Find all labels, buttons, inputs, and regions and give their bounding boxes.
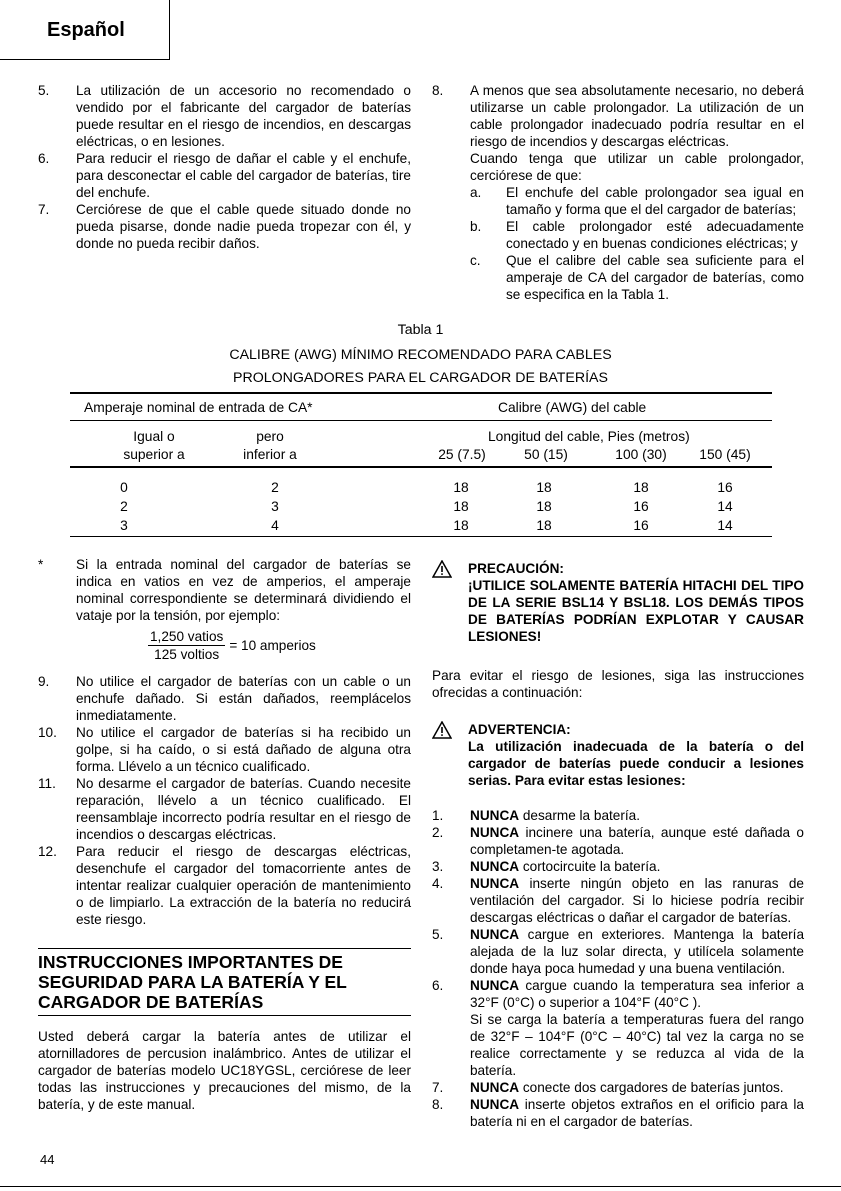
table-rule-header bbox=[70, 420, 772, 421]
table-length-col: 50 (15) bbox=[524, 447, 568, 462]
caution-block bbox=[432, 560, 804, 645]
warning-block bbox=[432, 721, 804, 789]
table-cell: 18 bbox=[536, 499, 552, 514]
table-length-col: 100 (30) bbox=[615, 447, 667, 462]
table-cell: 3 bbox=[271, 499, 279, 514]
table-cell: 18 bbox=[453, 518, 469, 533]
intro-text: Para evitar el riesgo de lesiones, siga las instrucciones ofrecidas a continuación: bbox=[432, 668, 804, 700]
table-cell: 0 bbox=[120, 480, 128, 495]
list-item: 6. NUNCA cargue cuando la temperatura sea inferior a 32°F (0°C) o superior a 104°F (40°C ). bbox=[432, 978, 804, 1010]
list-item: 10. No utilice el cargador de baterías si ha recibido un golpe, si ha caído, o si está dañado de alguna otra forma. Llévelo a un técnico cualificado. bbox=[38, 725, 411, 774]
table-title-line-2: PROLONGADORES PARA EL CARGADOR DE BATERÍAS bbox=[232, 370, 608, 386]
table-cell: 14 bbox=[717, 499, 733, 514]
table-cell: 2 bbox=[271, 480, 279, 495]
list-item: 3. NUNCA cortocircuite la batería. bbox=[432, 859, 661, 874]
table-subheader: inferior a bbox=[243, 447, 297, 462]
list-item: 7. NUNCA conecte dos cargadores de baterías juntos. bbox=[432, 1080, 784, 1095]
list-item: 5. La utilización de un accesorio no recomendado o vendido por el fabricante del cargador de baterías puede resultar en el riesgo de incendios, en descargas eléctricas, o en lesiones. bbox=[38, 83, 411, 149]
caution-text: ¡UTILICE SOLAMENTE BATERÍA HITACHI DEL TIPO DE LA SERIE BSL14 Y BSL18. LOS DEMÁS TIPOS DE BATERÍAS PODRÍAN EXPLOTAR Y CAUSAR LESIONES! bbox=[468, 578, 804, 644]
table-title-line-1: CALIBRE (AWG) MÍNIMO RECOMENDADO PARA CABLES bbox=[229, 347, 612, 363]
formula-denominator: 125 voltios bbox=[154, 647, 220, 662]
table-cell: 18 bbox=[453, 480, 469, 495]
table-length-col: 150 (45) bbox=[699, 447, 751, 462]
right-column-bottom bbox=[432, 560, 804, 1130]
table-cell: 16 bbox=[717, 480, 733, 495]
formula-result: = 10 amperios bbox=[229, 638, 316, 653]
table-cell: 16 bbox=[633, 518, 649, 533]
sub-item: c. Que el calibre del cable sea suficiente para el amperaje de CA del cargador de baterías, como se especifica en la Tabla 1. bbox=[470, 253, 804, 302]
formula-numerator: 1,250 vatios bbox=[150, 629, 224, 644]
language-tab bbox=[0, 0, 170, 60]
bottom-rule bbox=[0, 1186, 841, 1187]
table-subheader: superior a bbox=[123, 447, 185, 462]
list-item: 9. No utilice el cargador de baterías con un cable o un enchufe dañado. Si están dañados, reemplácelos inmediatamente. bbox=[38, 674, 411, 723]
list-item: 5. NUNCA cargue en exteriores. Mantenga la batería alejada de la luz solar directa, y utilícela solamente donde haya poca humedad y una buena ventilación. bbox=[432, 927, 804, 976]
table-rule-top bbox=[70, 392, 772, 394]
footnote: * Si la entrada nominal del cargador de baterías se indica en vatios en vez de amperios, el amperaje nominal correspondiente se determinará dividiendo el vataje por la tensión, por ejemplo: bbox=[38, 557, 411, 623]
left-column-bottom bbox=[38, 556, 411, 1113]
table-cell: 18 bbox=[536, 480, 552, 495]
list-item: 11. No desarme el cargador de baterías. Cuando necesite reparación, llévelo a un técnico cualificado. El reensamblaje incorrecto podría resultar en el riesgo de incendios o descargas eléctricas. bbox=[38, 776, 411, 842]
sub-item: a. El enchufe del cable prolongador sea igual en tamaño y forma que el del cargador de baterías; bbox=[470, 185, 804, 217]
table-cell: 14 bbox=[717, 518, 733, 533]
table-subheader: pero bbox=[256, 429, 284, 444]
table-cell: 18 bbox=[453, 499, 469, 514]
left-column-top bbox=[38, 82, 411, 252]
warning-triangle-icon bbox=[432, 721, 452, 743]
table-rule-sub bbox=[70, 466, 772, 468]
warning-title: ADVERTENCIA: bbox=[468, 722, 571, 737]
table-cell: 18 bbox=[536, 518, 552, 533]
list-item: 4. NUNCA inserte ningún objeto en las ranuras de ventilación del cargador. Si lo hiciese podría recibir descargas eléctricas o dañar el cargador de baterías. bbox=[432, 876, 804, 925]
table-cell: 2 bbox=[120, 499, 128, 514]
language-label: Español bbox=[47, 19, 125, 41]
list-item: 1. NUNCA desarme la batería. bbox=[432, 808, 640, 823]
sub-item: b. El cable prolongador esté adecuadamente conectado y en buenas condiciones eléctricas; y bbox=[470, 219, 804, 251]
table-cell: 16 bbox=[633, 499, 649, 514]
section-text: Usted deberá cargar la batería antes de utilizar el atornilladores de percusion inalámbrico. Antes de utilizar el cargador de baterías modelo UC18YGSL, cerciórese de leer todas las instrucciones y precauciones del mismo, de la batería, y de este manual. bbox=[38, 1029, 411, 1112]
list-item: 6. Para reducir el riesgo de dañar el cable y el enchufe, para desconectar el cable del cargador de baterías, tire del enchufe. bbox=[38, 151, 411, 200]
page-number: 44 bbox=[40, 1152, 55, 1167]
warning-triangle-icon bbox=[432, 560, 452, 582]
table-subheader: Igual o bbox=[133, 429, 175, 444]
list-item: 7. Cerciórese de que el cable quede situado donde no pueda pisarse, donde nadie pueda tropezar con él, y donde no pueda recibir daños. bbox=[38, 202, 411, 251]
item-continuation: Si se carga la batería a temperaturas fuera del rango de 32°F – 104°F (0°C – 40°C) tal vez la carga no se realice correctamente y se reduzca al vida de la batería. bbox=[470, 1012, 804, 1078]
table-header-right: Calibre (AWG) del cable bbox=[498, 400, 647, 415]
warning-text: La utilización inadecuada de la batería o del cargador de baterías puede conducir a lesiones serias. Para evitar estas lesiones: bbox=[468, 739, 804, 788]
table-rule-bottom bbox=[70, 536, 772, 537]
table-length-header: Longitud del cable, Pies (metros) bbox=[488, 429, 690, 444]
list-item: 8. NUNCA inserte objetos extraños en el orificio para la batería ni en el cargador de baterías. bbox=[432, 1097, 804, 1129]
list-item: 12. Para reducir el riesgo de descargas eléctricas, desenchufe el cargador del tomacorriente antes de intentar realizar cualquier operación de mantenimiento o de limpiarlo. La extracción de la batería no reducirá este riesgo. bbox=[38, 844, 411, 927]
formula bbox=[148, 628, 411, 663]
list-item: 2. NUNCA incinere una batería, aunque esté dañada o completamen-te agotada. bbox=[432, 825, 804, 857]
caution-title: PRECAUCIÓN: bbox=[468, 561, 564, 576]
item-continuation: Cuando tenga que utilizar un cable prolongador, cerciórese de que: bbox=[470, 151, 804, 183]
table-cell: 3 bbox=[120, 518, 128, 533]
table-cell: 4 bbox=[271, 518, 279, 533]
table-cell: 18 bbox=[633, 480, 649, 495]
table-length-col: 25 (7.5) bbox=[438, 447, 486, 462]
table-caption: Tabla 1 bbox=[397, 322, 444, 338]
table-header-left: Amperaje nominal de entrada de CA* bbox=[84, 400, 313, 415]
list-item: 8. A menos que sea absolutamente necesario, no deberá utilizarse un cable prolongador. La utilización de un cable prolongador inadecuado podría resultar en el riesgo de incendios y descargas eléctricas. bbox=[432, 83, 804, 149]
section-title: INSTRUCCIONES IMPORTANTES DE SEGURIDAD PARA LA BATERÍA Y EL CARGADOR DE BATERÍAS bbox=[38, 948, 411, 1016]
right-column-top bbox=[432, 82, 804, 303]
